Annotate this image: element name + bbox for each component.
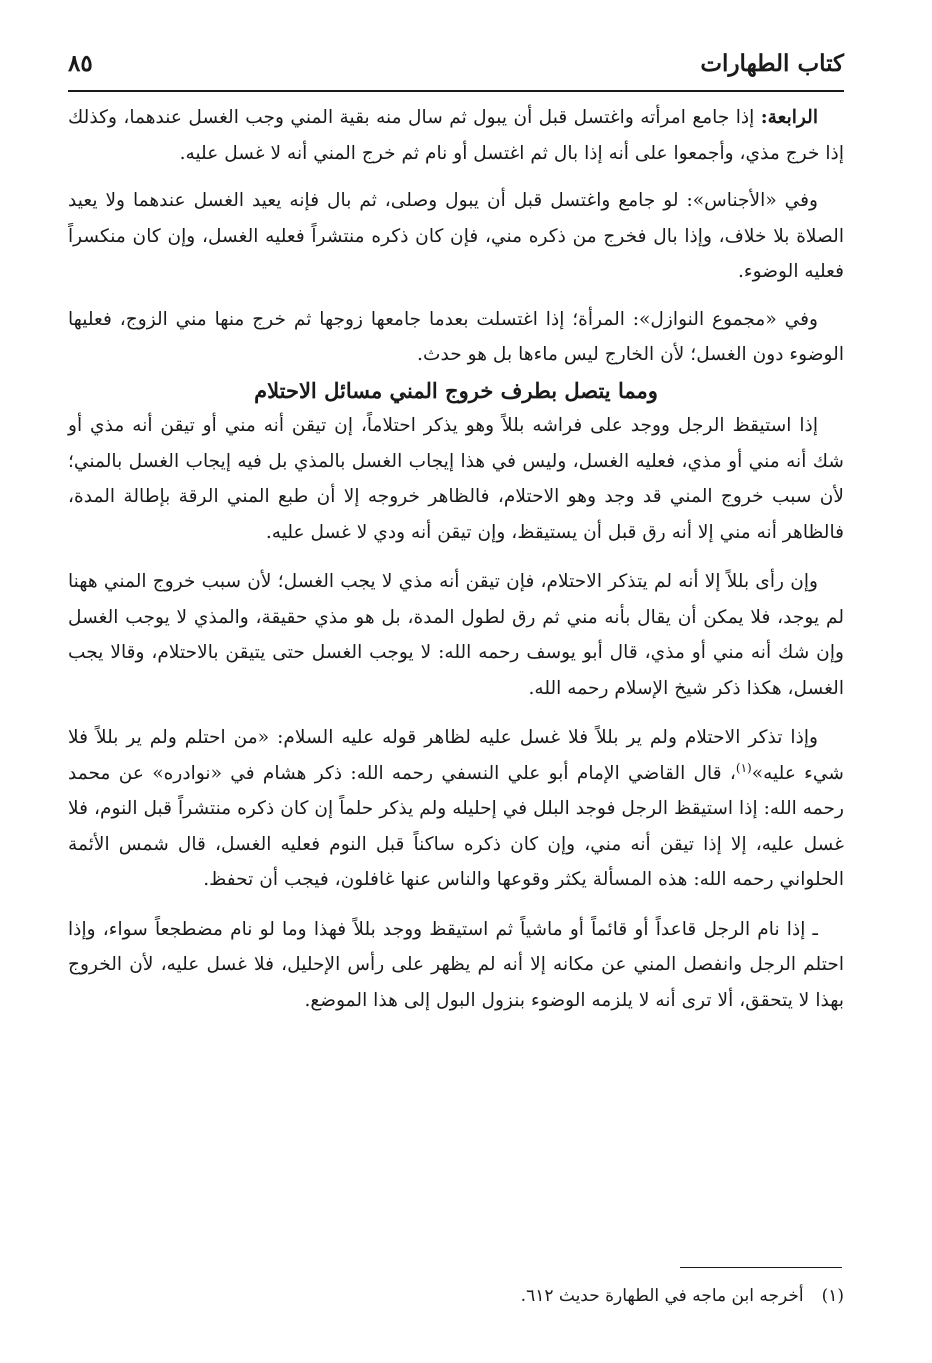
footnote-number: (١) bbox=[821, 1286, 844, 1306]
paragraph-6 bbox=[68, 720, 844, 898]
paragraph-2: وفي «الأجناس»: لو جامع واغتسل قبل أن يبول وصلى، ثم بال فإنه يعيد الغسل عندهما ولا يعيد الصلاة بلا خلاف، وإذا بال فخرج من ذكره مني، فإن كان ذكره منتشراً فعليه الغسل، وإن كان منكسراً فعليه الوضوء. bbox=[68, 190, 844, 282]
footnote-text: أخرجه ابن ماجه في الطهارة حديث ٦١٢. bbox=[520, 1286, 804, 1306]
paragraph-1 bbox=[68, 100, 844, 171]
page-number: ٨٥ bbox=[68, 50, 93, 77]
footnote bbox=[521, 1282, 844, 1310]
footnote-reference: (١) bbox=[735, 760, 752, 775]
header-divider bbox=[68, 90, 844, 92]
paragraph-6-text-a: وإذا تذكر الاحتلام ولم ير بللاً فلا غسل عليه لظاهر قوله عليه السلام: «من احتلم ولم ير بللاً فلا شيء عليه» bbox=[68, 727, 845, 784]
book-title: كتاب الطهارات bbox=[700, 50, 844, 77]
main-text bbox=[68, 100, 844, 1018]
footnote-divider bbox=[680, 1267, 842, 1268]
paragraph-7: ـ إذا نام الرجل قاعداً أو قائماً أو ماشياً ثم استيقظ ووجد بللاً فهذا وما لو نام مضطجعاً سواء، وإذا احتلم الرجل وانفصل المني عن مكانه إلا أنه لم يظهر على رأس الإحليل، فلا غسل عليه، لأن الخروج بهذا لا يتحقق، ألا ترى أنه لا يلزمه الوضوء بنزول البول إلى هذا الموضع. bbox=[68, 918, 844, 1011]
paragraph-4: إذا استيقظ الرجل ووجد على فراشه بللاً وهو يذكر احتلاماً، إن تيقن أنه مني أو تيقن أنه مذي أو شك أنه مني أو مذي، فعليه الغسل، وليس في هذا إيجاب الغسل بالمذي بل فيه إيجاب الغسل بالمني؛ لأن سبب خروج المني قد وجد وهو الاحتلام، فالظاهر خروجه إلا أن طبع المني الرقة بإطالة المدة، فالظاهر أنه مني إلا أنه رق قبل أن يستيقظ، وإن تيقن أنه ودي لا غسل عليه. bbox=[68, 415, 844, 543]
paragraph-3: وفي «مجموع النوازل»: المرأة؛ إذا اغتسلت بعدما جامعها زوجها ثم خرج منها مني الزوج، فعليها الوضوء دون الغسل؛ لأن الخارج ليس ماءها بل هو حدث. bbox=[68, 308, 844, 365]
paragraph-1-text: إذا جامع امرأته واغتسل قبل أن يبول ثم سال منه بقية المني وجب الغسل عندهما، وكذلك إذا خرج مذي، وأجمعوا على أنه إذا بال ثم اغتسل أو نام ثم خرج المني أنه لا غسل عليه. bbox=[68, 107, 844, 164]
paragraph-6-text-b: ، قال القاضي الإمام أبو علي النسفي رحمه الله: ذكر هشام في «نوادره» عن محمد رحمه الله: إذا استيقظ الرجل فوجد البلل في إحليله ولم يذكر حلماً إن كان ذكره منتشراً قبل النوم، فلا غسل عليه، إلا إذا تيقن أنه مني، وإن كان ذكره ساكناً قبل النوم فعليه الغسل، قال شمس الأئمة الحلواني رحمه الله: هذه المسألة يكثر وقوعها والناس عنها غافلون، فيجب أن تحفظ. bbox=[68, 762, 844, 890]
paragraph-5: وإن رأى بللاً إلا أنه لم يتذكر الاحتلام، فإن تيقن أنه مذي لا يجب الغسل؛ لأن سبب خروج المني ههنا لم يوجد، فلا يمكن أن يقال بأنه مني ثم رق لطول المدة، بل هو مذي حقيقة، والمذي لا يوجب الغسل وإن شك أنه مني أو مذي، قال أبو يوسف رحمه الله: لا يوجب الغسل حتى يتيقن بالاحتلام، وقالا يجب الغسل، هكذا ذكر شيخ الإسلام رحمه الله. bbox=[68, 571, 844, 699]
running-header bbox=[68, 46, 844, 86]
paragraph-1-lead: الرابعة: bbox=[760, 107, 818, 128]
section-heading: ومما يتصل بطرف خروج المني مسائل الاحتلام bbox=[254, 377, 658, 403]
